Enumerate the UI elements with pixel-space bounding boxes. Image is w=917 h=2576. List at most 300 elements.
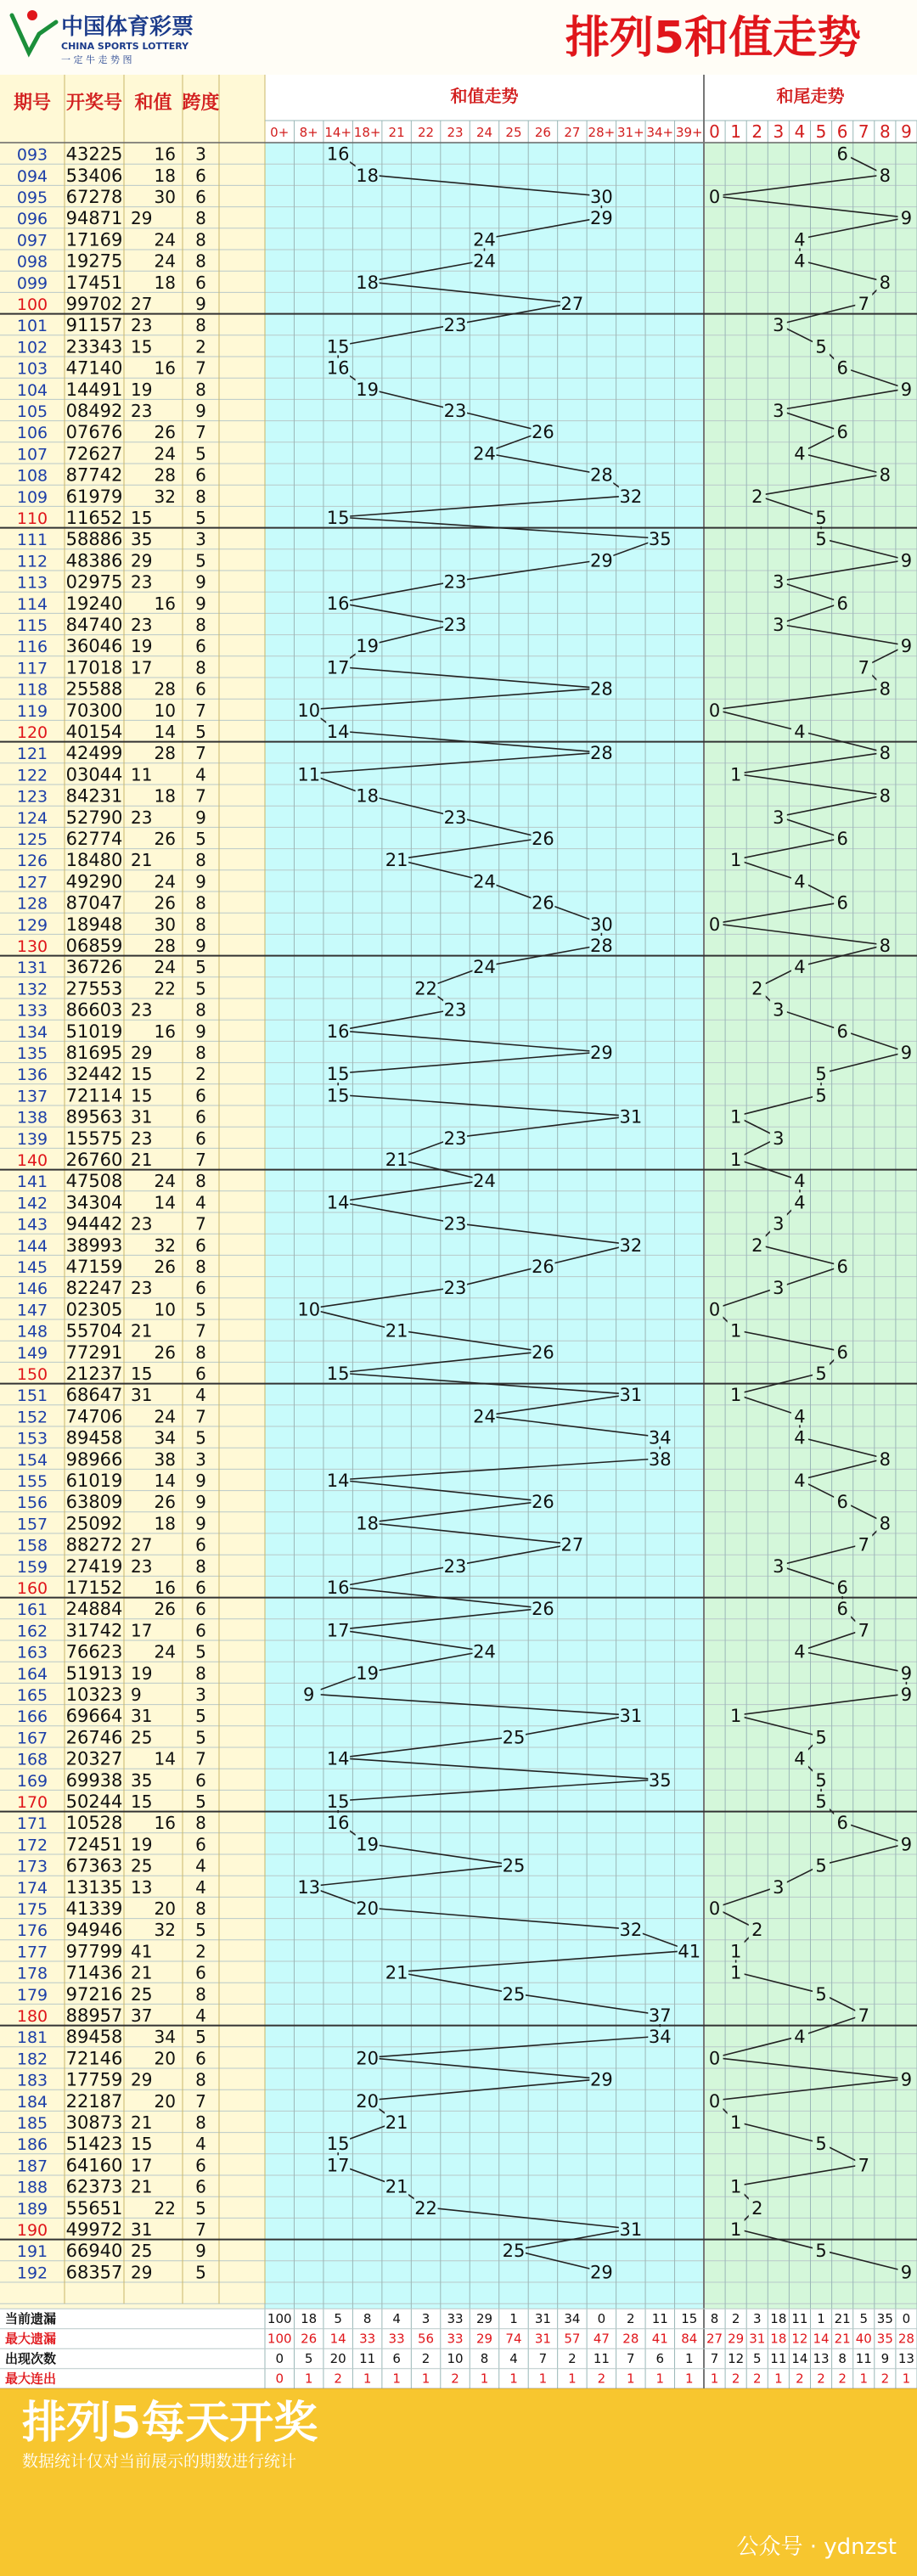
period-cell: 162 [17,1622,48,1640]
span-cell: 8 [195,1171,206,1191]
span-cell: 7 [195,358,206,379]
span-cell: 7 [195,1150,206,1170]
period-cell: 160 [17,1579,48,1598]
draw-cell: 17018 [66,657,123,678]
sum-cell: 21 [131,850,152,870]
draw-cell: 18948 [66,914,123,935]
footer-sum-value: 8 [481,2351,489,2366]
tail-point-label: 0 [709,2048,720,2068]
tail-point-label: 1 [730,764,741,785]
tail-point-label: 3 [773,615,784,635]
sum-point-label: 17 [327,657,350,678]
period-cell: 168 [17,1751,48,1769]
sum-bin-label: 28+ [588,125,616,140]
period-cell: 102 [17,338,48,357]
sum-cell: 32 [155,487,176,507]
sum-point-label: 34 [649,1428,672,1448]
span-cell: 6 [195,1364,206,1384]
sum-point-label: 23 [444,615,467,635]
sum-point-label: 23 [444,1128,467,1149]
tail-point-label: 5 [815,529,826,549]
footer-tail-value: 1 [859,2371,868,2387]
period-cell: 122 [17,766,48,785]
draw-cell: 67278 [66,187,123,207]
sum-cell: 26 [155,829,176,849]
tail-point-label: 2 [751,1235,762,1256]
period-cell: 124 [17,809,48,828]
footer-tail-value: 1 [774,2371,783,2387]
tail-point-label: 3 [773,572,784,593]
sum-cell: 28 [155,679,176,700]
draw-cell: 72114 [66,1085,123,1105]
sum-cell: 15 [131,1364,152,1384]
sum-cell: 41 [131,1941,152,1961]
span-cell: 8 [195,1556,206,1577]
draw-cell: 97216 [66,1984,123,2005]
sum-cell: 21 [131,2112,152,2133]
sum-point-label: 32 [619,1235,642,1256]
footer-sum-value: 11 [594,2351,610,2366]
page-title: 排列5和值走势 [565,13,861,64]
span-cell: 6 [195,1278,206,1298]
tail-point-label: 3 [773,1128,784,1149]
span-cell: 6 [195,1834,206,1854]
sum-point-label: 29 [590,1043,613,1063]
sum-cell: 24 [155,1642,176,1662]
period-cell: 183 [17,2072,48,2090]
span-cell: 8 [195,1000,206,1021]
period-cell: 097 [17,231,48,250]
footer-sum-value: 47 [594,2331,610,2347]
sum-point-label: 21 [385,850,408,870]
draw-cell: 94442 [66,1214,123,1235]
period-cell: 151 [17,1386,48,1405]
footer-tail-value: 2 [753,2371,762,2387]
span-cell: 9 [195,871,206,891]
tail-point-label: 9 [901,1834,912,1854]
period-cell: 117 [17,659,48,678]
tail-point-label: 6 [836,829,847,849]
sum-bin-label: 31+ [617,125,644,140]
footer-label: 出现次数 [5,2351,56,2366]
span-cell: 8 [195,615,206,635]
draw-cell: 36726 [66,957,123,977]
tail-point-label: 3 [773,1000,784,1021]
footer-sum-value: 0 [275,2371,284,2387]
draw-cell: 49290 [66,871,123,891]
period-cell: 105 [17,402,48,421]
draw-cell: 94946 [66,1920,123,1940]
footer-tail-value: 0 [903,2311,911,2326]
sum-point-label: 25 [503,1727,526,1747]
sum-point-label: 26 [532,1257,554,1277]
sum-point-label: 31 [619,1107,642,1128]
sum-cell: 23 [131,401,152,421]
sum-cell: 15 [131,336,152,357]
span-cell: 5 [195,1706,206,1726]
footer-tail-value: 11 [770,2351,786,2366]
footer-tail-value: 2 [732,2371,740,2387]
tail-point-label: 4 [794,1406,805,1426]
period-cell: 135 [17,1044,48,1063]
period-cell: 120 [17,723,48,742]
draw-cell: 06859 [66,936,123,956]
footer-tail-value: 2 [796,2371,804,2387]
sum-point-label: 16 [327,1578,350,1598]
sum-point-label: 26 [532,893,554,914]
sum-cell: 32 [155,1235,176,1256]
draw-cell: 02975 [66,572,123,593]
period-cell: 101 [17,317,48,335]
span-cell: 6 [195,1620,206,1640]
draw-cell: 27553 [66,978,123,998]
sum-point-label: 23 [444,572,467,593]
period-cell: 149 [17,1344,48,1363]
tail-point-label: 5 [815,1791,826,1812]
footer-sum-value: 1 [422,2371,430,2387]
period-cell: 099 [17,274,48,293]
draw-cell: 62774 [66,829,123,849]
sum-cell: 26 [155,1599,176,1619]
footer-sum-value: 1 [509,2371,518,2387]
sum-point-label: 26 [532,422,554,442]
span-cell: 9 [195,936,206,956]
period-cell: 165 [17,1686,48,1705]
draw-cell: 34304 [66,1192,123,1212]
span-cell: 6 [195,1085,206,1105]
sum-bin-label: 39+ [676,125,703,140]
tail-point-label: 0 [709,1898,720,1919]
tail-point-label: 4 [794,1749,805,1769]
sum-cell: 29 [131,2070,152,2090]
footer-sum-value: 0 [598,2311,606,2326]
period-cell: 109 [17,488,48,507]
sum-cell: 31 [131,1706,152,1726]
sum-cell: 23 [131,1556,152,1577]
span-cell: 7 [195,422,206,442]
sum-cell: 22 [155,978,176,998]
draw-cell: 24884 [66,1599,123,1619]
draw-cell: 87742 [66,465,123,486]
sum-cell: 15 [131,2134,152,2154]
draw-cell: 25588 [66,679,123,700]
span-cell: 8 [195,1257,206,1277]
footer-tail-value: 31 [749,2331,765,2347]
sum-cell: 26 [155,893,176,914]
footer-sum-value: 0 [275,2351,284,2366]
col-header-tail-trend: 和尾走势 [777,86,845,106]
col-header-sum: 和值 [134,92,172,114]
period-cell: 131 [17,959,48,977]
span-cell: 8 [195,850,206,870]
draw-cell: 88957 [66,2005,123,2026]
period-cell: 161 [17,1600,48,1619]
sum-cell: 18 [155,166,176,186]
draw-cell: 62373 [66,2177,123,2197]
tail-point-label: 5 [815,2134,826,2154]
period-cell: 103 [17,360,48,379]
sum-cell: 25 [131,1727,152,1747]
sum-cell: 13 [131,1877,152,1898]
tail-point-label: 2 [751,487,762,507]
tail-point-label: 1 [730,2219,741,2240]
period-cell: 175 [17,1900,48,1919]
tail-point-label: 8 [880,743,891,763]
tail-point-label: 9 [901,2262,912,2282]
tail-point-label: 8 [880,786,891,807]
sum-cell: 28 [155,465,176,486]
footer-sum-value: 1 [509,2311,518,2326]
span-cell: 7 [195,2219,206,2240]
period-cell: 191 [17,2242,48,2261]
period-cell: 093 [17,146,48,165]
span-cell: 6 [195,679,206,700]
tail-point-label: 4 [794,1171,805,1191]
draw-cell: 17451 [66,273,123,293]
span-cell: 8 [195,2070,206,2090]
span-cell: 8 [195,2112,206,2133]
span-cell: 7 [195,1406,206,1426]
footer-sum-value: 5 [334,2311,342,2326]
draw-cell: 98966 [66,1449,123,1470]
footer-sum-value: 1 [656,2371,665,2387]
span-cell: 7 [195,700,206,721]
period-cell: 126 [17,852,48,870]
draw-cell: 31742 [66,1620,123,1640]
tail-point-label: 3 [773,1556,784,1577]
footer-tail-value: 7 [711,2351,719,2366]
period-cell: 146 [17,1280,48,1298]
sum-cell: 23 [131,315,152,335]
sum-point-label: 20 [356,1898,379,1919]
tail-point-label: 6 [836,1813,847,1833]
span-cell: 7 [195,1321,206,1341]
period-cell: 132 [17,980,48,998]
draw-cell: 42499 [66,743,123,763]
tail-point-label: 7 [858,657,869,678]
sum-point-label: 27 [561,294,584,314]
period-cell: 140 [17,1151,48,1170]
footer-tail-value: 18 [770,2311,786,2326]
sum-point-label: 9 [303,1685,314,1705]
span-cell: 6 [195,1107,206,1128]
footer-tail-value: 5 [753,2351,762,2366]
tail-point-label: 5 [815,1364,826,1384]
footer-sum-value: 33 [359,2331,375,2347]
span-cell: 5 [195,829,206,849]
sum-cell: 23 [131,807,152,828]
sum-cell: 24 [155,957,176,977]
period-cell: 116 [17,638,48,656]
sum-point-label: 23 [444,1214,467,1235]
footer-label: 最大连出 [5,2371,56,2387]
period-cell: 098 [17,253,48,272]
sum-point-label: 16 [327,593,350,614]
tail-point-label: 5 [815,1856,826,1876]
period-cell: 113 [17,574,48,593]
span-cell: 3 [195,144,206,165]
sum-cell: 37 [131,2005,152,2026]
tail-point-label: 0 [709,700,720,721]
period-cell: 178 [17,1965,48,1983]
footer-sum-value: 56 [418,2331,434,2347]
tail-point-label: 5 [815,1984,826,2005]
sum-cell: 16 [155,1021,176,1042]
draw-cell: 69664 [66,1706,123,1726]
footer-sum-value: 2 [451,2371,459,2387]
period-cell: 112 [17,552,48,571]
sum-cell: 29 [131,1043,152,1063]
span-cell: 6 [195,1235,206,1256]
footer-tail-value: 2 [838,2371,847,2387]
draw-cell: 17152 [66,1578,123,1598]
period-cell: 145 [17,1258,48,1277]
span-cell: 6 [195,187,206,207]
period-cell: 143 [17,1216,48,1235]
span-cell: 6 [195,1578,206,1598]
draw-cell: 72627 [66,443,123,464]
footer-tail-value: 35 [877,2331,893,2347]
tail-point-label: 4 [794,2027,805,2047]
draw-cell: 89458 [66,2027,123,2047]
sum-cell: 21 [131,1150,152,1170]
sum-bin-label: 24 [476,125,492,140]
sum-cell: 9 [131,1685,142,1705]
footer-sum-value: 57 [564,2331,580,2347]
tail-point-label: 9 [901,1685,912,1705]
tail-point-label: 8 [880,166,891,186]
period-cell: 157 [17,1515,48,1533]
period-cell: 179 [17,1986,48,2005]
tail-point-label: 5 [815,1770,826,1791]
period-cell: 190 [17,2221,48,2240]
sum-cell: 29 [131,2262,152,2282]
span-cell: 7 [195,1749,206,1769]
period-cell: 129 [17,916,48,935]
draw-cell: 51019 [66,1021,123,1042]
sum-cell: 25 [131,1856,152,1876]
footer-sum-value: 6 [392,2351,401,2366]
tail-bin-label: 6 [837,121,848,142]
footer-sum-value: 2 [568,2351,577,2366]
tail-bin-label: 1 [730,121,741,142]
span-cell: 9 [195,2241,206,2261]
tail-point-label: 8 [880,1513,891,1533]
tail-point-label: 1 [730,1107,741,1128]
draw-cell: 32442 [66,1064,123,1084]
sum-point-label: 25 [503,1984,526,2005]
draw-cell: 51423 [66,2134,123,2154]
sum-cell: 14 [155,1749,176,1769]
sum-point-label: 25 [503,1856,526,1876]
period-cell: 152 [17,1408,48,1426]
sum-point-label: 16 [327,1813,350,1833]
footer-sum-value: 7 [627,2351,635,2366]
footer-tail-value: 29 [728,2331,744,2347]
footer-sum-value: 10 [447,2351,463,2366]
sum-cell: 10 [155,700,176,721]
span-cell: 6 [195,166,206,186]
sum-cell: 24 [155,1406,176,1426]
span-cell: 8 [195,1984,206,2005]
tail-bin-label: 4 [795,121,806,142]
period-cell: 125 [17,830,48,849]
period-cell: 130 [17,937,48,956]
sum-bin-label: 23 [447,125,463,140]
sum-cell: 25 [131,1984,152,2005]
logo-slogan: 一 定 牛 走 势 图 [61,53,132,65]
span-cell: 5 [195,2262,206,2282]
footer-sum-value: 1 [392,2371,401,2387]
sum-point-label: 21 [385,1321,408,1341]
sum-point-label: 15 [327,1364,350,1384]
span-cell: 8 [195,893,206,914]
sum-point-label: 21 [385,2112,408,2133]
tail-point-label: 1 [730,2112,741,2133]
sum-point-label: 18 [356,786,379,807]
span-cell: 5 [195,1791,206,1812]
sum-bin-label: 0+ [270,125,289,140]
draw-cell: 72146 [66,2048,123,2068]
sum-cell: 15 [131,508,152,528]
period-cell: 192 [17,2264,48,2282]
sum-cell: 34 [155,2027,176,2047]
sum-point-label: 26 [532,829,554,849]
draw-cell: 52790 [66,807,123,828]
footer-tail-value: 11 [791,2311,807,2326]
sum-point-label: 10 [297,1299,320,1319]
footer-sum-value: 33 [447,2311,463,2326]
sum-point-label: 15 [327,1064,350,1084]
tail-point-label: 3 [773,1214,784,1235]
sum-bin-label: 18+ [354,125,381,140]
sum-cell: 20 [155,2091,176,2112]
draw-cell: 97799 [66,1941,123,1961]
footer-tail-value: 5 [859,2311,868,2326]
tail-point-label: 1 [730,2177,741,2197]
tail-point-label: 9 [901,550,912,571]
logo-text-en: CHINA SPORTS LOTTERY [61,41,189,52]
span-cell: 9 [195,593,206,614]
sum-point-label: 15 [327,1085,350,1105]
footer-sum-value: 3 [422,2311,430,2326]
footer-sum-value: 15 [681,2311,697,2326]
draw-cell: 25092 [66,1513,123,1533]
tail-bin-label: 8 [880,121,891,142]
span-cell: 8 [195,229,206,250]
tail-point-label: 7 [858,1620,869,1640]
tail-point-label: 0 [709,914,720,935]
footer-tail-value: 21 [835,2311,851,2326]
span-cell: 9 [195,1471,206,1491]
footer-tail-value: 2 [881,2371,890,2387]
span-cell: 8 [195,1813,206,1833]
sum-point-label: 38 [649,1449,672,1470]
draw-cell: 08492 [66,401,123,421]
period-cell: 119 [17,702,48,721]
tail-point-label: 4 [794,1192,805,1212]
footer-tail-value: 2 [817,2371,825,2387]
draw-cell: 53406 [66,166,123,186]
sum-point-label: 24 [473,251,496,272]
sum-cell: 19 [131,1834,152,1854]
period-cell: 186 [17,2135,48,2154]
tail-point-label: 1 [730,1150,741,1170]
sum-cell: 25 [131,2241,152,2261]
footer-sum-value: 1 [685,2351,694,2366]
period-cell: 171 [17,1814,48,1833]
period-cell: 148 [17,1323,48,1341]
